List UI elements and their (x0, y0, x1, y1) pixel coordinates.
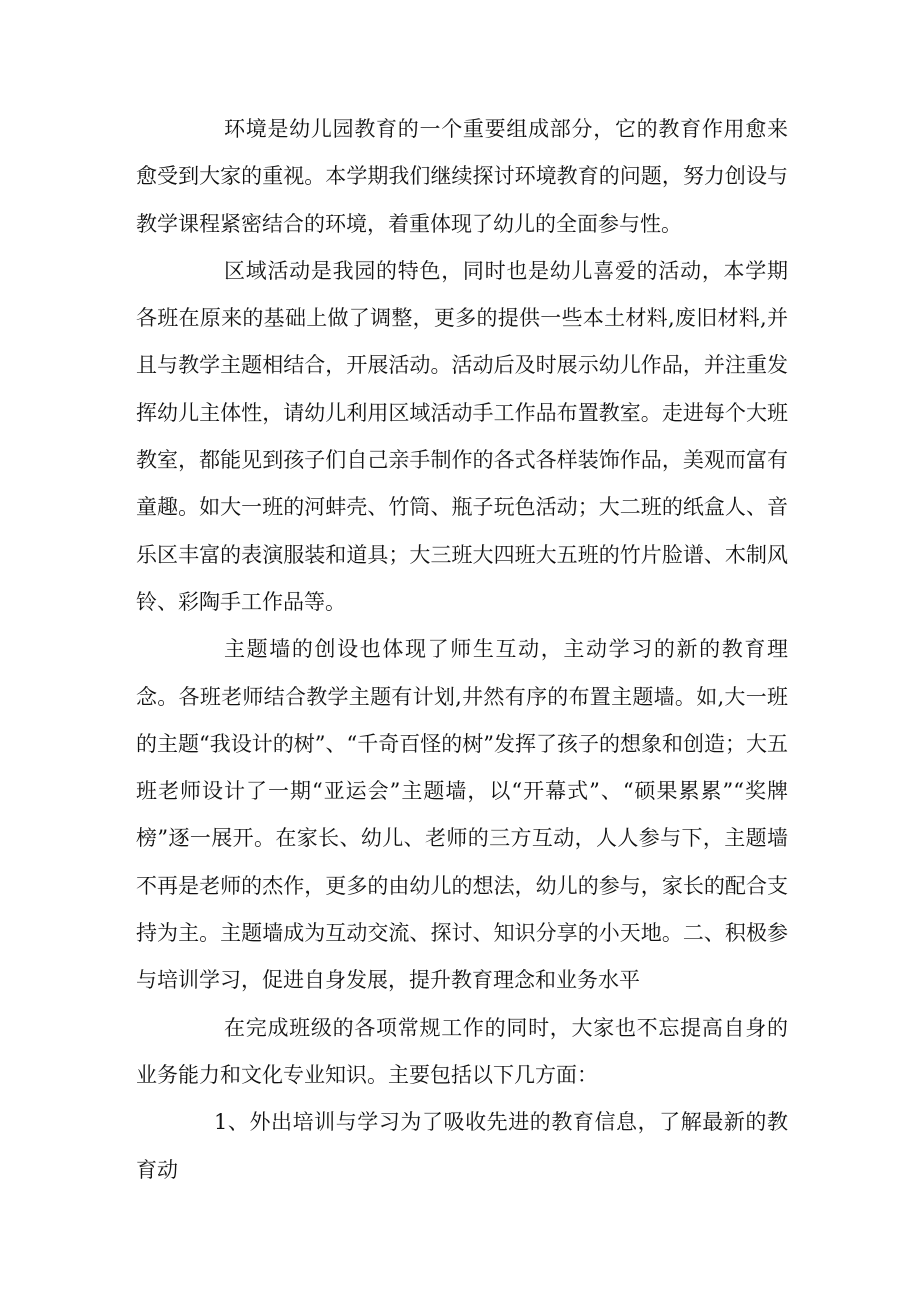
paragraph-professional-growth: 在完成班级的各项常规工作的同时，大家也不忘提高自身的业务能力和文化专业知识。主要包括以下几方面： (136, 1015, 788, 1087)
paragraph-area-activities: 区域活动是我园的特色，同时也是幼儿喜爱的活动，本学期各班在原来的基础上做了调整，更多的提供一些本土材料,废旧材料,并且与教学主题相结合，开展活动。活动后及时展示幼儿作品，并注重发挥幼儿主体性，请幼儿利用区域活动手工作品布置教室。走进每个大班教室，都能见到孩子们自己亲手制作的各式各样装饰作品，美观而富有童趣。如大一班的河蚌壳、竹筒、瓶子玩色活动；大二班的纸盒人、音乐区丰富的表演服装和道具；大三班大四班大五班的竹片脸谱、木制风铃、彩陶手工作品等。 (136, 258, 788, 614)
paragraph-environment: 环境是幼儿园教育的一个重要组成部分，它的教育作用愈来愈受到大家的重视。本学期我们继续探讨环境教育的问题，努力创设与教学课程紧密结合的环境，着重体现了幼儿的全面参与性。 (136, 117, 788, 236)
document-body (136, 106, 788, 1194)
paragraph-theme-wall: 主题墙的创设也体现了师生互动，主动学习的新的教育理念。各班老师结合教学主题有计划,井然有序的布置主题墙。如,大一班的主题“我设计的树”、“千奇百怪的树”发挥了孩子的想象和创造；大五班老师设计了一期“亚运会”主题墙，以“开幕式”、“硕果累累”“奖牌榜”逐一展开。在家长、幼儿、老师的三方互动，人人参与下，主题墙不再是老师的杰作，更多的由幼儿的想法，幼儿的参与，家长的配合支持为主。主题墙成为互动交流、探讨、知识分享的小天地。二、积极参与培训学习，促进自身发展，提升教育理念和业务水平 (136, 637, 788, 993)
paragraph-training-item-1: 1、外出培训与学习为了吸收先进的教育信息，了解最新的教育动 (136, 1110, 788, 1182)
